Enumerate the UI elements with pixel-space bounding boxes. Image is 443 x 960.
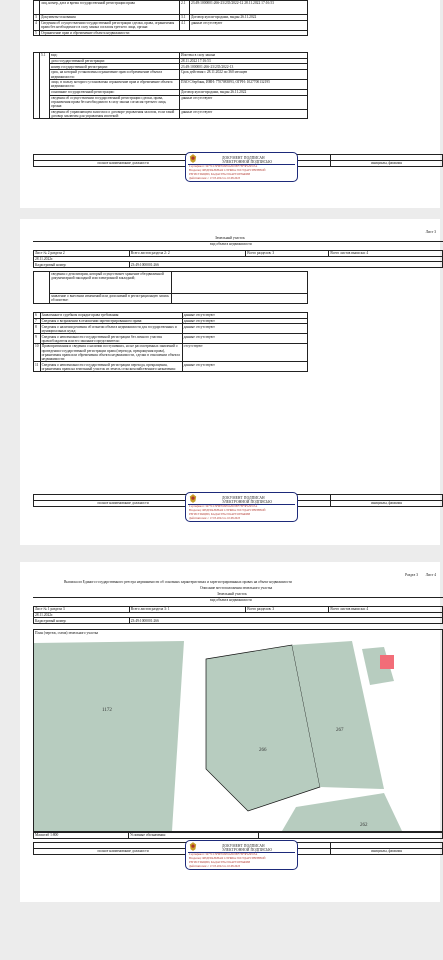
table-row: 5 Ограничение прав и обременение объекта недвижимости:: [34, 30, 308, 36]
emblem-icon: [189, 842, 197, 851]
plan-title: План (чертеж, схема) земельного участка: [35, 631, 99, 635]
parcel-label-262: 262: [360, 823, 368, 828]
table-row: лиц, номер, дата и время государственной регистрации права 2.1 23:49:1000001:266-23/235/2022-12 28.11.2022 17:16:53: [34, 1, 308, 15]
table-row: 8 Сведения о наличии решения об изъятии объекта недвижимости для государственных и муниципальных нужд: данные отсутствуют: [34, 324, 308, 334]
electronic-signature-stamp: ДОКУМЕНТ ПОДПИСАН ЭЛЕКТРОННОЙ ПОДПИСЬЮ Сертификат: 3477CC5F9E816E9A5D3EF7EF3FA5E1EA Владелец: ФЕДЕРАЛЬНАЯ СЛУЖБА ГОСУДАРСТВЕННОЙ РЕГИСТРАЦИИ, КАДАСТРА И КАРТОГРАФИИ Действителен: с 17.05.2022 по 10.08.2023: [185, 840, 298, 870]
object-title: Земельный участок: [217, 592, 247, 596]
table-row: 5.1 вид: Ипотека в силу закона: [34, 53, 308, 59]
emblem-icon: [189, 154, 197, 163]
table-row: основание государственной регистрации: Договор купли-продажи, выдан 26.11.2022: [34, 89, 308, 95]
parcel-label-266: 266: [259, 748, 267, 753]
parcel-label-1172: 1172: [102, 708, 112, 713]
plan-scale: Масштаб 1:800: [34, 833, 129, 839]
table-row: 10 Правопритязания и сведения о наличии поступивших, но не рассмотренных заявлений о проведении государственной регистрации права (перехода, прекращения права), ограничения права или обременения объекта недвижимости, сделки в отношении объекта недвижимости: отсутствуют: [34, 344, 308, 362]
sheet-number: Лист 3: [425, 230, 436, 234]
records-table: [33, 312, 308, 372]
table-row: сведения об управляющем залогом и о договоре управления залогом, если такой договор заключен для управления ипотекой: данные отсутствуют: [34, 109, 308, 119]
highlight-marker: [380, 655, 394, 669]
parcel-1172: [34, 641, 184, 831]
sheet-info-table: Лист № 2 раздела 2 Всего листов раздела 2: 2 Всего разделов: 3 Всего листов выписки: 4 28.11.2022г. Кадастровый номер: 23:49:1000001:266: [33, 250, 443, 268]
signature-table: полное наименование должности инициалы, фамилия: [33, 154, 443, 167]
plan-footer-table: [33, 832, 443, 839]
page-2: Лист 3 Земельный участок вид объекта недвижимости Лист № 2 раздела 2 Всего листов раздела 2: 2 Всего разделов: 3 Всего листов выписки: 4 28.11.2022г. Кадастровый номер: 23:49:1000001:266 сведения о депозитарии, который осуществляет хранение обездвиженной документарной закладной или электронной закладной; заявление о внесении изменений или дополнений в регистрационную запись об ипотеке: 6 Заявленные в судебном порядке права требования: данные отсутствуют 7 Сведения о возражении в отношении зарегистрированного права: данные отсутствуют 8 Сведения о наличии решения об изъятии объекта недвижимости для государственных и муниципальных нужд: данные отсутствуют 9 Сведения о невозможности государственной регистрации без личного участия правообладателя или его законного представителя: данные отсутствуют 10 Правопритязания и сведения о наличии поступивших, но не рассмотренных заявлений о проведении государственной регистрации права (перехода, прекращения права), ограничения права или обременения объекта недвижимости, сделки в отношении объекта недвижимости: отсутствуют 11 Сведения о невозможности государственной регистрации перехода, прекращения, ограничения права на земельный участок из земель сельскохозяйственного назначения: данные отсутствуют полное наименование должности инициалы, фамилия ДОКУМЕНТ ПОДПИСАН ЭЛЕКТРОННОЙ ПОДПИСЬЮ Сертификат: 3477CC5F9E816E9A5D3EF7EF3FA5E1EA Владелец: ФЕДЕРАЛЬНАЯ СЛУЖБА ГОСУДАРСТВЕННОЙ РЕГИСТРАЦИИ, КАДАСТРА И КАРТОГРАФИИ Действителен: с 17.05.2022 по 10.08.2023: [20, 219, 440, 545]
table-row: сведения об осуществлении государственной регистрации сделки, права, ограничения права без необходимого в силу закона согласия третьего лица, органа: данные отсутствуют: [34, 95, 308, 109]
table-row: 7 Сведения о возражении в отношении зарегистрированного права: данные отсутствуют: [34, 318, 308, 324]
table-row: заявление о внесении изменений или дополнений в регистрационную запись об ипотеке:: [34, 294, 308, 304]
signature-table: полное наименование должности инициалы, фамилия: [33, 494, 443, 507]
object-title: Земельный участок: [215, 236, 245, 240]
sheet-number: Лист 4: [425, 573, 436, 577]
page-1: [20, 0, 440, 208]
parcel-262: [282, 793, 402, 831]
table-row: 4 Сведения об осуществлении государственной регистрации сделки, права, ограничения права без необходимого в силу закона согласия третьего лица, органа: 4.1 данные отсутствуют: [34, 20, 308, 30]
table-row: дата государственной регистрации: 28.11.2022 17:16:53: [34, 58, 308, 64]
table-row: лицо, в пользу которого установлены ограничение прав и обременение объекта недвижимости: ПАО Сбербанк, ИНН: 7707083893, ОГРН: 1027700132195: [34, 80, 308, 90]
table-row: 3 Документы-основания 3.1 Договор купли-продажи, выдан 26.11.2022: [34, 15, 308, 21]
page-3: Раздел 3 Лист 4 Выписка из Единого государственного реестра недвижимости об основных характеристиках и зарегистрированных правах на объект недвижимости Описание местоположения земельного участка Земельный участок вид объекта недвижимости Лист № 1 раздела 3 Всего листов раздела 3: 1 Всего разделов: 3 Всего листов выписки: 4 28.11.2022г. Кадастровый номер: 23:49:1000001:266 План (чертеж, схема) земельного участка 1172 266 267 262 Масштаб 1:800 Условные обозначения: полное наименование должности инициалы, фамилия ДОКУМЕНТ ПОДПИСАН ЭЛЕКТРОННОЙ ПОДПИСЬЮ Сертификат: 3477CC5F9E816E9A5D3EF7EF3FA5E1EA Владелец: ФЕДЕРАЛЬНАЯ СЛУЖБА ГОСУДАРСТВЕННОЙ РЕГИСТРАЦИИ, КАДАСТРА И КАРТОГРАФИИ Действителен: с 17.05.2022 по 10.08.2023: [20, 562, 440, 902]
electronic-signature-stamp: ДОКУМЕНТ ПОДПИСАН ЭЛЕКТРОННОЙ ПОДПИСЬЮ Сертификат: 3477CC5F9E816E9A5D3EF7EF3FA5E1EA Владелец: ФЕДЕРАЛЬНАЯ СЛУЖБА ГОСУДАРСТВЕННОЙ РЕГИСТРАЦИИ, КАДАСТРА И КАРТОГРАФИИ Действителен: с 17.05.2022 по 10.08.2023: [185, 152, 298, 182]
encumbrance-table: [33, 52, 308, 119]
table-row: 11 Сведения о невозможности государственной регистрации перехода, прекращения, ограничения права на земельный участок из земель сельскохозяйственного назначения: данные отсутствуют: [34, 362, 308, 372]
rights-table-continued: [33, 271, 308, 304]
parcel-label-267: 267: [336, 728, 344, 733]
table-row: 6 Заявленные в судебном порядке права требования: данные отсутствуют: [34, 313, 308, 319]
table-row: номер государственной регистрации: 23:49:1000001:266-23/235/2022-13: [34, 64, 308, 70]
signature-table: полное наименование должности инициалы, фамилия: [33, 842, 443, 855]
table-row: сведения о депозитарии, который осуществляет хранение обездвиженной документарной закладной или электронной закладной;: [34, 272, 308, 294]
emblem-icon: [189, 494, 197, 503]
table-row: срок, на который установлены ограничение прав и обременение объекта недвижимости: Срок действия с 28.11.2022 по 360 месяцев: [34, 70, 308, 80]
sheet-info-table: Лист № 1 раздела 3 Всего листов раздела 3: 1 Всего разделов: 3 Всего листов выписки: 4 28.11.2022г. Кадастровый номер: 23:49:1000001:266: [33, 606, 443, 624]
table-row: 9 Сведения о невозможности государственной регистрации без личного участия правообладателя или его законного представителя: данные отсутствуют: [34, 334, 308, 344]
rights-table: [33, 0, 308, 36]
electronic-signature-stamp: ДОКУМЕНТ ПОДПИСАН ЭЛЕКТРОННОЙ ПОДПИСЬЮ Сертификат: 3477CC5F9E816E9A5D3EF7EF3FA5E1EA Владелец: ФЕДЕРАЛЬНАЯ СЛУЖБА ГОСУДАРСТВЕННОЙ РЕГИСТРАЦИИ, КАДАСТРА И КАРТОГРАФИИ Действителен: с 17.05.2022 по 10.08.2023: [185, 492, 298, 522]
plan-frame: [33, 629, 443, 832]
extract-header: Выписка из Единого государственного реестра недвижимости об основных характеристиках и зарегистрированных правах на объект недвижимости: [64, 580, 292, 584]
land-plot-map: [34, 641, 442, 831]
legend-label: Условные обозначения:: [129, 833, 259, 839]
